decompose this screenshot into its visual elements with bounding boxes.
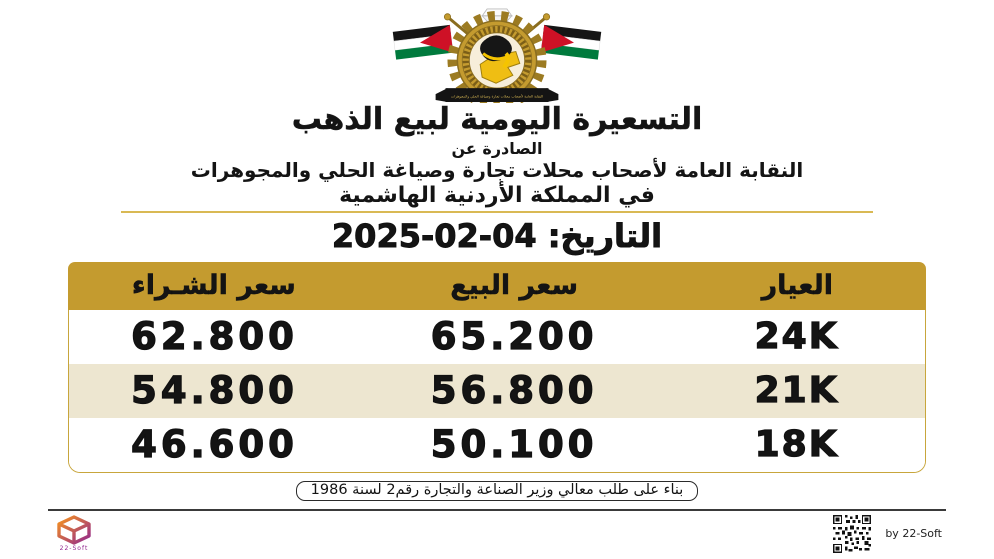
date-line: التاريخ: 04-02-2025 [331,216,663,255]
buy-price-cell: 46.600 [131,423,298,466]
soft22-cube-icon [56,515,92,545]
gold-price-table [68,262,926,473]
qr-code-icon [833,515,871,553]
sell-price-cell: 65.200 [430,315,598,358]
table-header-row [68,262,926,310]
qr-block [833,515,942,553]
karat-cell: 24K [754,316,839,357]
credit-text: by 22-Soft [885,527,942,540]
karat-cell: 18K [754,424,839,465]
jordan-flag-right-icon [541,25,601,60]
karat-cell: 21K [754,370,839,411]
footer-row [48,515,946,553]
table-body [68,310,926,473]
page-title: التسعيرة اليومية لبيع الذهب [291,102,703,137]
table-row-18k [69,418,925,472]
logo-ribbon-text: النقابة العامة لأصحاب محلات تجارة وصياغة الحلي والمجوهرات [451,94,543,99]
header-buy-price: سعر الشـراء [131,270,296,301]
gold-underline [121,211,873,213]
syndicate-logo [0,0,994,103]
jordan-flag-left-icon [393,25,453,60]
buy-price-cell: 54.800 [131,369,298,412]
table-row-21k [69,364,925,418]
ministerial-note: بناء على طلب معالي وزير الصناعة والتجارة رقم2 لسنة 1986 [296,481,699,501]
buy-price-cell: 62.800 [131,315,298,358]
issued-by-line: الصادرة عن [451,138,543,158]
soft22-logo-caption: 22-Soft [59,544,89,552]
table-row-24k [69,310,925,364]
footer-divider [48,509,946,511]
logo-ribbon [436,88,559,102]
header-sell-price: سعر البيع [450,270,579,301]
syndicate-name-line: النقابة العامة لأصحاب محلات تجارة وصياغة الحلي والمجوهرات [190,157,804,182]
gold-syndicate-emblem-icon [388,3,606,103]
sell-price-cell: 56.800 [430,369,598,412]
kingdom-line: في المملكة الأردنية الهاشمية [339,182,655,208]
header-karat: العيار [761,270,833,301]
soft22-logo [56,515,92,552]
sell-price-cell: 50.100 [430,423,598,466]
